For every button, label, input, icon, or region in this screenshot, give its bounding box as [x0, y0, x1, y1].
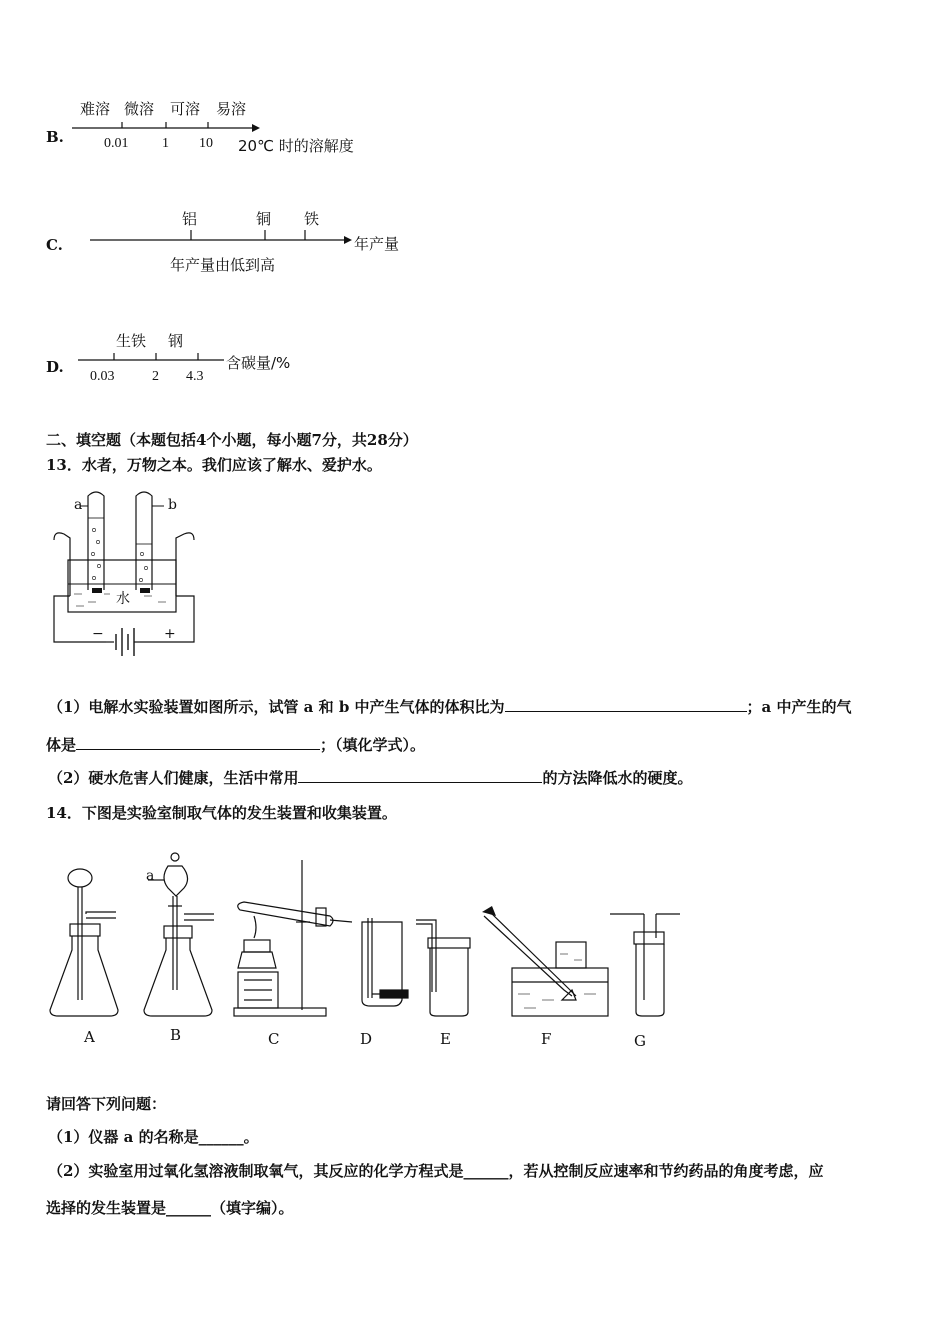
section-heading: 二、填空题（本题包括4个小题，每小题7分，共28分）	[46, 431, 418, 449]
carbon-tick-4-3: 4.3	[186, 369, 204, 384]
solubility-axis-title: 20℃ 时的溶解度	[238, 137, 354, 155]
water-label: 水	[116, 591, 130, 607]
q14-sub2-line1: （2）实验室用过氧化氢溶液制取氧气，其反应的化学方程式是______，若从控制反应速率和节约药品的角度考虑，应	[48, 1162, 824, 1180]
q13-answer-gas-a[interactable]	[76, 734, 320, 750]
solubility-category-soluble: 可溶	[170, 100, 201, 118]
metal-iron: 铁	[304, 210, 320, 228]
q14-prompt: 请回答下列问题：	[46, 1095, 167, 1113]
solubility-category-easily: 易溶	[216, 100, 247, 118]
carbon-category-pig-iron: 生铁	[116, 332, 147, 350]
carbon-category-steel: 钢	[168, 332, 184, 350]
q13-stem: 13．水者，万物之本。我们应该了解水、爱护水。	[46, 456, 382, 474]
solubility-tick-10: 10	[199, 136, 213, 151]
tube-a-label: a	[74, 497, 83, 513]
q13-part1-text-c: 体是	[46, 736, 77, 754]
q13-answer-softening-method[interactable]	[298, 767, 542, 783]
apparatus-label-g: G	[634, 1032, 646, 1050]
apparatus-label-b: B	[170, 1026, 182, 1044]
q13-part2-text-a: （2）硬水危害人们健康，生活中常用	[48, 769, 299, 787]
q13-answer-volume-ratio[interactable]	[505, 696, 747, 712]
q14-sub2-line2: 选择的发生装置是______（填字编）。	[46, 1199, 294, 1217]
carbon-tick-0-03: 0.03	[90, 369, 115, 384]
carbon-axis	[76, 352, 226, 368]
solubility-category-insoluble: 难溶	[80, 100, 111, 118]
metal-copper: 铜	[256, 210, 272, 228]
instrument-a-label: a	[146, 868, 155, 884]
apparatus-label-a: A	[84, 1028, 95, 1046]
option-d-label: D.	[46, 358, 64, 376]
battery-minus: −	[92, 626, 104, 642]
apparatus-label-f: F	[541, 1030, 552, 1048]
q13-part1-text-b: ；a 中产生的气	[746, 698, 852, 716]
q13-part2-line	[48, 767, 692, 788]
carbon-axis-title: 含碳量/%	[226, 354, 291, 372]
option-b-label: B.	[46, 128, 64, 146]
tube-b-label: b	[168, 497, 177, 513]
apparatus-label-d: D	[360, 1030, 373, 1048]
option-c-label: C.	[46, 236, 63, 254]
production-axis	[88, 228, 358, 248]
production-axis-title: 年产量	[354, 235, 400, 253]
battery-plus: +	[164, 626, 176, 642]
q13-part1-text-d: ；（填化学式）。	[320, 736, 426, 754]
gas-apparatus-figure	[44, 850, 694, 1030]
carbon-tick-2: 2	[152, 369, 159, 384]
apparatus-label-c: C	[268, 1030, 280, 1048]
metal-aluminum: 铝	[182, 210, 198, 228]
q13-part1-line2	[46, 734, 425, 755]
q14-stem: 14．下图是实验室制取气体的发生装置和收集装置。	[46, 804, 397, 822]
solubility-tick-0-01: 0.01	[104, 136, 129, 151]
apparatus-label-e: E	[440, 1030, 451, 1048]
solubility-tick-1: 1	[162, 136, 169, 151]
production-caption: 年产量由低到高	[170, 256, 276, 274]
electrolysis-figure	[48, 484, 208, 670]
q14-sub1: （1）仪器 a 的名称是______。	[48, 1128, 259, 1146]
q13-part1-text-a: （1）电解水实验装置如图所示，试管 a 和 b 中产生气体的体积比为	[48, 698, 505, 716]
q13-part1-line1	[48, 696, 852, 717]
q13-part2-text-b: 的方法降低水的硬度。	[542, 769, 693, 787]
solubility-category-slightly: 微溶	[124, 100, 155, 118]
